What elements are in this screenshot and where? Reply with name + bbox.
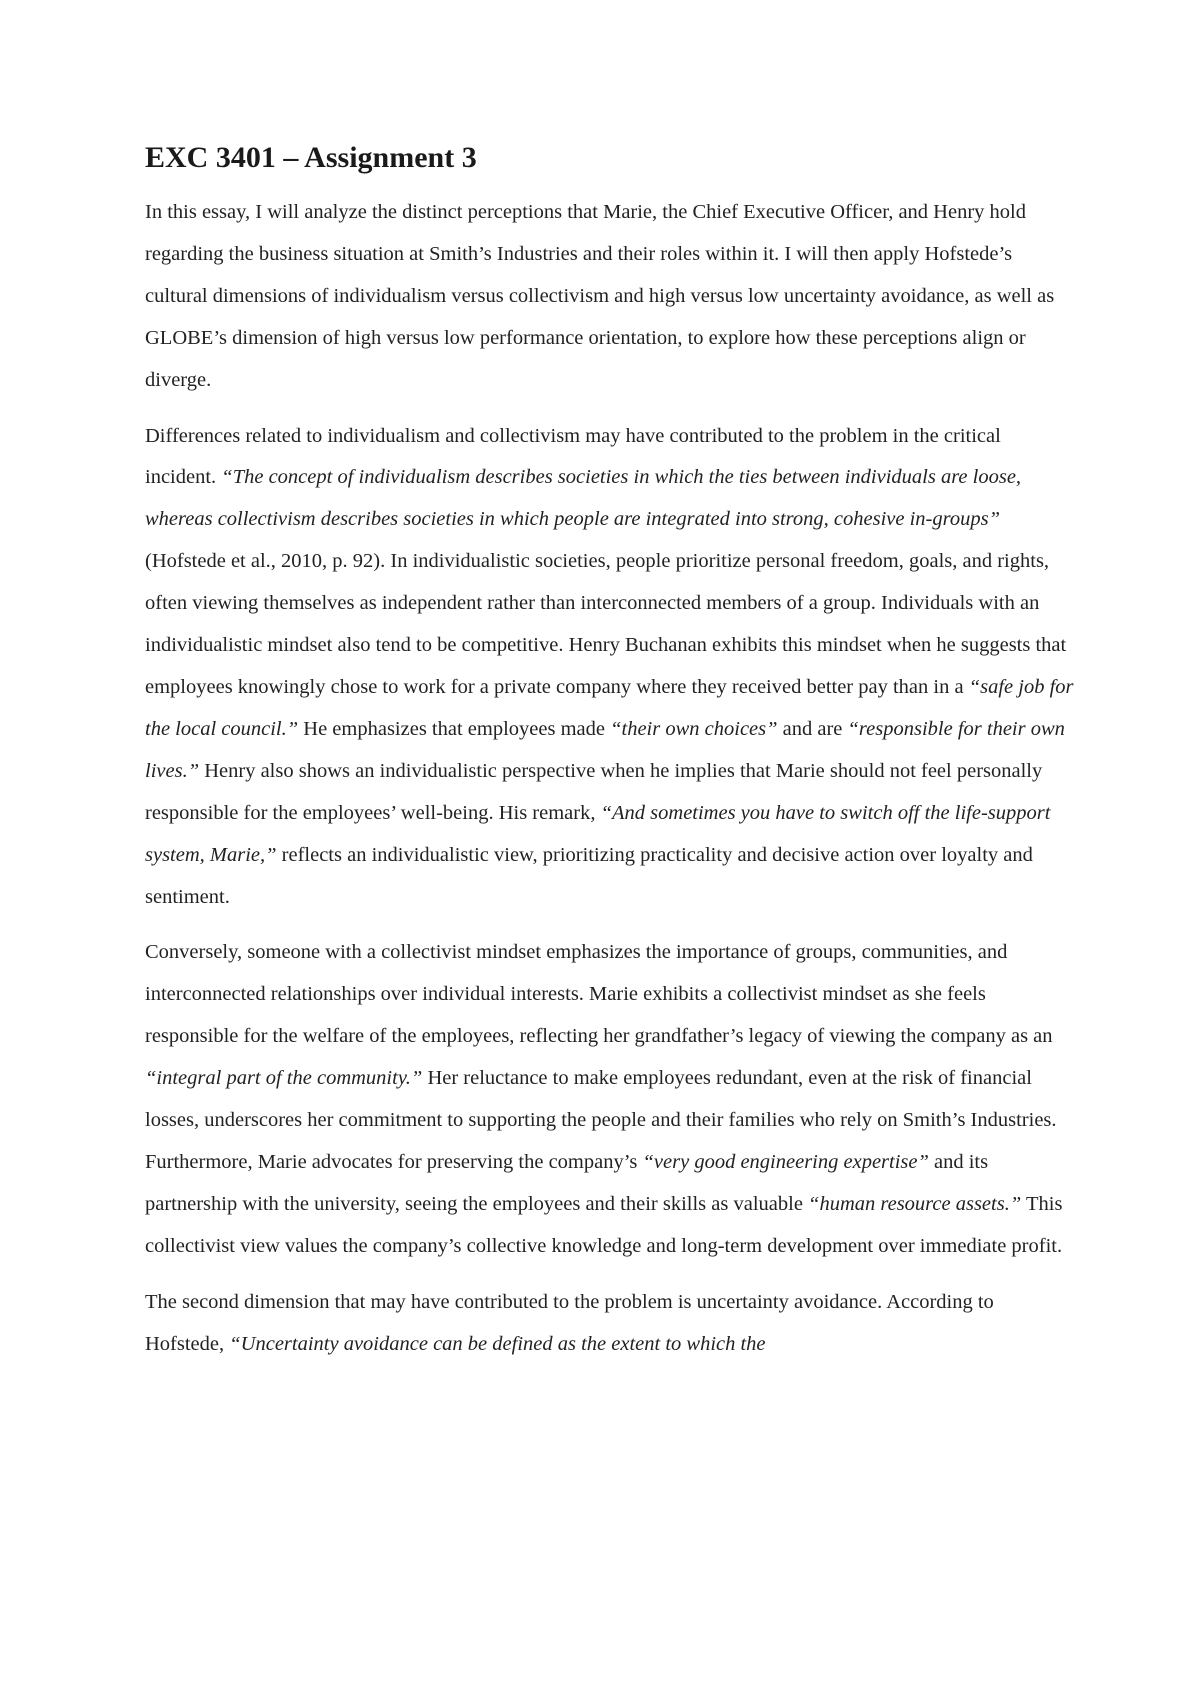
quote-run: “The concept of individualism describes societies in which the ties between individuals are loose, whereas collectivism describes societies in which people are integrated into strong, cohesive in-groups” xyxy=(145,466,1022,531)
document-body xyxy=(145,138,1075,1379)
text-run: Henry also shows an individualistic perspective when he implies that Marie should not feel personally responsible for the employees’ well-being. His remark xyxy=(145,759,1043,824)
text-run: In this essay, I will analyze the distinct perceptions that Marie, the Chief Executive Officer, and Henry hold regarding the business situation at Smith’s Industries and their roles within it. I will then apply Hofstede’s cultural dimensions of individualism versus collectivism and high versus low uncertainty avoidance, as well as GLOBE’s dimension of high versus low performance orientation, to explore how these perceptions align or diverge. xyxy=(145,201,1055,391)
text-run: and its partnership with the university, seeing the employees and their skills as valuable xyxy=(145,1150,989,1215)
text-run: and are xyxy=(777,717,848,740)
paragraph-individualism xyxy=(145,416,1075,919)
quote-run: “safe job for the local council.” xyxy=(145,675,1074,740)
text-run: The second dimension that may have contributed to the problem is uncertainty avoidance. According to Hofstede, xyxy=(145,1290,994,1355)
paragraph-uncertainty-avoidance xyxy=(145,1282,1075,1366)
text-run: reflects an individualistic view, prioritizing practicality and decisive action over loyalty and sentiment. xyxy=(145,843,1033,908)
text-run: Differences related to individualism and collectivism may have contributed to the problem in the critical incident. xyxy=(145,424,1001,489)
text-run: Her reluctance to make employees redundant, even at the risk of financial losses, underscores her commitment to supporting the people and their families who rely on Smith’s Industries. Furthermore, Marie advocates for preserving the company’s xyxy=(145,1067,1057,1173)
text-run: Conversely, someone with a collectivist mindset emphasizes the importance of groups, communities, and interconnected relationships over individual interests. Marie exhibits a collectivist mindset as she feels responsible for the welfare of the employees, reflecting her grandfather’s legacy of viewing the company as an xyxy=(145,941,1053,1048)
text-run: This collectivist view values the company’s collective knowledge and long-term development over immediate profit. xyxy=(145,1192,1063,1257)
text-run: (Hofstede et al., 2010, p. 92). In individualistic societies, people prioritize personal freedom, goals, and rights, often viewing themselves as independent rather than interconnected members of a group. Individuals with an individualistic mindset also tend to be competitive. Henry Buchanan exhibits this mindset when he suggests that employees knowingly chose to work for a private company where they received better pay than in a xyxy=(145,550,1067,698)
quote-run: “Uncertainty avoidance can be defined as the extent to which the xyxy=(229,1332,766,1355)
quote-run: “very good engineering expertise” xyxy=(642,1150,929,1173)
quote-run: “their own choices” xyxy=(610,717,778,740)
quote-run: “responsible for their own lives.” xyxy=(145,717,1065,782)
quote-run: , “And sometimes you have to switch off the life-support system, Marie,” xyxy=(145,801,1051,866)
document-title: EXC 3401 – Assignment 3 xyxy=(145,141,477,174)
quote-run: “human resource assets.” xyxy=(808,1192,1022,1215)
paragraph-collectivism xyxy=(145,932,1075,1267)
text-run: He emphasizes that employees made xyxy=(298,717,611,740)
quote-run: “integral part of the community.” xyxy=(145,1067,423,1090)
paragraph-intro xyxy=(145,192,1075,402)
